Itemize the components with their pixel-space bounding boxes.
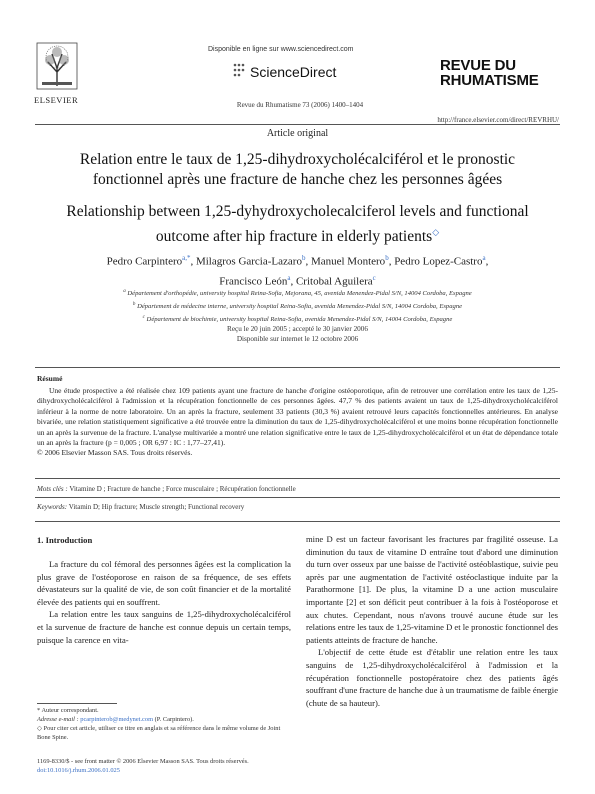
keywords-en-rule [35,497,560,498]
section-heading: 1. Introduction [37,535,93,545]
author-name: Francisco León [219,275,288,288]
title-english [40,202,555,247]
abstract-heading: Résumé [37,374,63,383]
sciencedirect-brand: ScienceDirect [250,64,337,80]
author-name: Critobal Aguilera [295,275,373,288]
journal-title-line2: RHUMATISME [440,72,539,89]
paragraph: La relation entre les taux sanguins de 1,25-dihydroxycholécalciférol et la survenue de fracture de hanche est connue depuis un certain temps, puisque la carence en vita- [37,609,291,645]
affiliation-mark: c [142,315,145,321]
corresponding-author-note: * Auteur correspondant. [37,707,99,714]
author-affiliation-mark[interactable]: a [287,273,291,282]
affiliation-mark: b [132,302,136,308]
keywords-english [37,503,558,511]
keywords-fr-label: Mots clés : [37,485,68,493]
paragraph: mine D est un facteur favorisant les fractures par fragilité osseuse. La diminution du taux de vitamine D entraîne tout d'abord une diminution du turn over osseux par une baisse de l'activité ostéoblastique, suivie peu après par une augmentation de l'activité ostéoclastique induite par la Parathormone [1]. De plus, la vitamine D a une action musculaire importante [2] et son déficit peut contribuer à la fois à l'ostéoporose et aux chutes. Cependant, nous n'avons trouvé aucune étude sur les relations entre les taux de 1,25-vitamine D et le pronostic fonctionnel des patients atteints de fracture de hanche. [306,534,559,645]
title-french-line1: Relation entre le taux de 1,25-dihydroxycholécalciférol et le pronostic [79,151,516,168]
body-top-rule [35,521,560,522]
issn-doi-block [37,757,249,775]
footnotes [37,706,291,742]
author-list [50,250,545,289]
column-left [37,558,291,646]
title-english-line2: outcome after hip fracture in elderly patients◇ [155,227,440,246]
availability-note: Disponible en ligne sur www.sciencedirect.com [208,46,354,53]
authors-line2: Francisco León$^a$, Critobal Aguilera$^c$ [219,273,376,288]
paragraph: La fracture du col fémoral des personnes âgées est la complication la plus grave de l'ostéoporose en raison de sa fréquence, de ses effets dévastateurs sur la qualité de vie, de son coût financier et de la mortalité élevée des patients qui en souffrent. [37,559,291,607]
affiliation [40,299,555,312]
title-english-line1: Relationship between 1,25-dyhydroxycholecalciferol levels and functional [66,203,529,220]
journal-title [440,58,539,88]
paragraph: L'objectif de cette étude est d'établir une relation entre les taux sanguins de 1,25-dihydroxycholécalciférol à l'admission et la récupération fonctionnelle postopératoire chez des patients âgés souffrant d'une fracture de hanche due à un traumatisme de faible énergie (chute de sa hauteur). [306,647,559,708]
author-affiliation-mark[interactable]: c [372,273,376,282]
keywords-fr-text: Vitamine D ; Fracture de hanche ; Force musculaire ; Récupération fonctionnelle [69,485,296,493]
abstract-copyright: © 2006 Elsevier Masson SAS. Tous droits réservés. [37,448,193,458]
author-name: Pedro Carpintero [106,255,183,268]
affiliation-text: Département de biochimie, university hospital Reina-Sofia, avenida Menendez-Pidal S/N, 14004 Cordoba, Espagne [144,316,453,324]
sciencedirect-logo-icon [232,62,246,78]
abstract-body [37,386,558,459]
affiliation-text: Département d'orthopédie, university hospital Reina-Sofia, Mejorana, 45, avenida Menendez-Pidal S/N, 14004 Cordoba, Espagne [125,290,472,298]
authors-line1: Pedro Carpintero$^{a,*}$, Milagros Garcia-Lazaro$^b$, Manuel Montero$^b$, Pedro Lopez-Castro$^a$, [106,254,489,268]
journal-citation: Revue du Rhumatisme 73 (2006) 1400–1404 [236,101,364,109]
doi-link[interactable]: doi:10.1016/j.rhum.2006.01.025 [37,767,120,774]
article-type: Article original [266,128,329,139]
author-name: Milagros Garcia-Lazaro [195,255,302,268]
author-affiliation-mark[interactable]: b [385,254,389,262]
keywords-en-label: Keywords: [37,503,68,511]
author-affiliation-mark[interactable]: a,* [182,254,191,262]
author-affiliation-mark[interactable]: b [301,254,306,262]
header-rule [35,124,560,125]
publisher-name: ELSEVIER [34,95,79,105]
author-name: Pedro Lopez-Castro [394,255,483,268]
email-link[interactable]: pcarpinterob@medynet.com [80,716,154,723]
article-dates [0,324,595,344]
abstract-top-rule [35,367,560,368]
keywords-fr-rule [35,478,560,479]
keywords-en-text: Vitamin D; Hip fracture; Muscle strength; Functional recovery [68,503,245,511]
abstract-text: Une étude prospective a été réalisée chez 109 patients ayant une fracture de hanche d'origine ostéoporotique, afin de retrouver une corrélation entre les taux de 1,25-dihydroxycholécalciférol à l'admission et la récupération fonctionnelle de ces personnes âgées. 47,7 % des patients avaient un taux de 1,25-dihydroxycholécalciférol inférieur à la norme de notre laboratoire. Un an après la fracture, seulement 33 patients (30,3 %) avaient retrouvé leurs capacités fonctionnelles antérieures. En analyse bivariée, une relation statistiquement significative a été trouvée entre la diminution du taux de 1,25-dihydroxycholécalciférol et une moins bonne récupération fonctionnelle un an après la survenue de la fracture. L'analyse multivariée a montré une relation significative entre le taux de 1,25-dihydroxycholécalciférol et un état de dépendance totale un an après la fracture (p = 0,005 ; OR 6,97 : IC : 1,77–27,41). [37,386,558,448]
column-right [306,533,558,709]
affiliation [40,286,555,299]
affiliations [40,286,555,326]
footnote-rule [37,703,117,704]
keywords-french [37,485,558,493]
title-french [50,150,545,190]
citation-note: ◇ Pour citer cet article, utiliser ce titre en anglais et sa référence dans le même volume de Joint Bone Spine. [37,725,281,741]
author-name: Manuel Montero [310,255,386,268]
received-date: Reçu le 20 juin 2005 ; accepté le 30 janvier 2006 [227,325,368,333]
affiliation-text: Département de médecine interne, university hospital Reina-Sofia, avenida Menendez-Pidal S/N, 14004 Cordoba, Espagne [135,303,463,311]
footnote-diamond-icon[interactable]: ◇ [432,227,440,237]
elsevier-tree-logo [36,42,78,90]
journal-title-line1: REVUE DU [440,57,516,74]
title-french-line2: fonctionnel après une fracture de hanche chez les personnes âgées [92,171,503,188]
author-affiliation-mark[interactable]: a [482,254,486,262]
email-note: Adresse e-mail : pcarpinterob@medynet.com (P. Carpintero). [37,716,194,723]
affiliation-mark: a [123,289,126,294]
online-date: Disponible sur internet le 12 octobre 2006 [236,335,359,343]
issn-line: 1169-8330/$ - see front matter © 2006 Elsevier Masson SAS. Tous droits réservés. [37,758,249,765]
journal-url[interactable]: http://france.elsevier.com/direct/REVRHU/ [437,116,559,124]
